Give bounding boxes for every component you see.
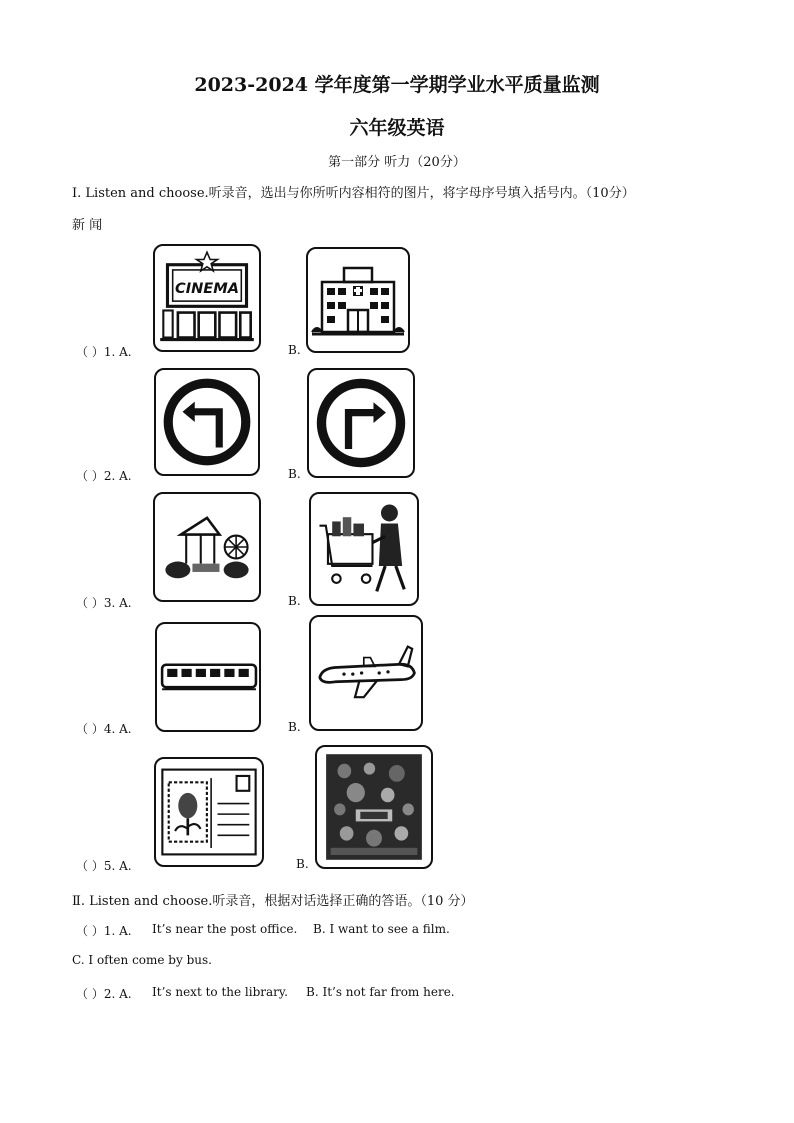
page-title: 2023-2024 学年度第一学期学业水平质量监测 <box>194 74 600 96</box>
question-3-option-b: B. <box>288 594 301 608</box>
question-2-number: （ ）2. A. <box>76 469 132 483</box>
question-2-option-b: B. <box>288 467 301 481</box>
train-icon <box>157 624 259 730</box>
question-5-number: （ ）5. A. <box>76 859 132 873</box>
cinema-image <box>153 244 261 352</box>
hospital-image <box>306 247 410 353</box>
carousel-icon <box>155 494 259 600</box>
part-heading: 第一部分 听力（20分） <box>328 155 466 170</box>
cinema-sign-text: CINEMA <box>175 279 239 297</box>
question-1-number: （ ）1. A. <box>76 345 132 359</box>
shopping-cart-icon <box>311 494 417 604</box>
s2-question-1-option-c: C. I often come by bus. <box>72 953 212 967</box>
s2-question-2-number: （ ）2. A. <box>76 987 132 1001</box>
page-subtitle: 六年级英语 <box>349 117 445 139</box>
postcard-image <box>154 757 264 867</box>
turn-left-arrow-icon <box>156 370 258 474</box>
airplane-image <box>309 615 423 731</box>
s2-question-1-option-b: B. I want to see a film. <box>313 922 450 936</box>
question-4-option-b: B. <box>288 720 301 734</box>
cinema-icon <box>155 246 259 350</box>
s2-question-2-option-b: B. It’s not far from here. <box>306 985 455 999</box>
s2-question-2-option-a: It’s next to the library. <box>152 985 288 999</box>
section1-instruction: Ⅰ. Listen and choose.听录音，选出与你所听内容相符的图片，将字母序号填入括号内。（10分） <box>72 186 635 201</box>
amusement-park-image <box>153 492 261 602</box>
section1-note: 新 闻 <box>72 218 103 233</box>
poster-icon <box>317 747 431 867</box>
airplane-icon <box>311 617 421 729</box>
question-3-number: （ ）3. A. <box>76 596 132 610</box>
train-image <box>155 622 261 732</box>
turn-left-sign-image <box>154 368 260 476</box>
section2-instruction: Ⅱ. Listen and choose.听录音，根据对话选择正确的答语。（10 分） <box>72 894 474 909</box>
turn-right-arrow-icon <box>309 370 413 476</box>
postcard-icon <box>156 759 262 865</box>
turn-right-sign-image <box>307 368 415 478</box>
hospital-icon <box>308 249 408 351</box>
s2-question-1-option-a: It’s near the post office. <box>152 922 298 936</box>
question-1-option-b: B. <box>288 343 301 357</box>
s2-question-1-number: （ ）1. A. <box>76 924 132 938</box>
question-5-option-b: B. <box>296 857 309 871</box>
shopping-image <box>309 492 419 606</box>
poster-image <box>315 745 433 869</box>
question-4-number: （ ）4. A. <box>76 722 132 736</box>
